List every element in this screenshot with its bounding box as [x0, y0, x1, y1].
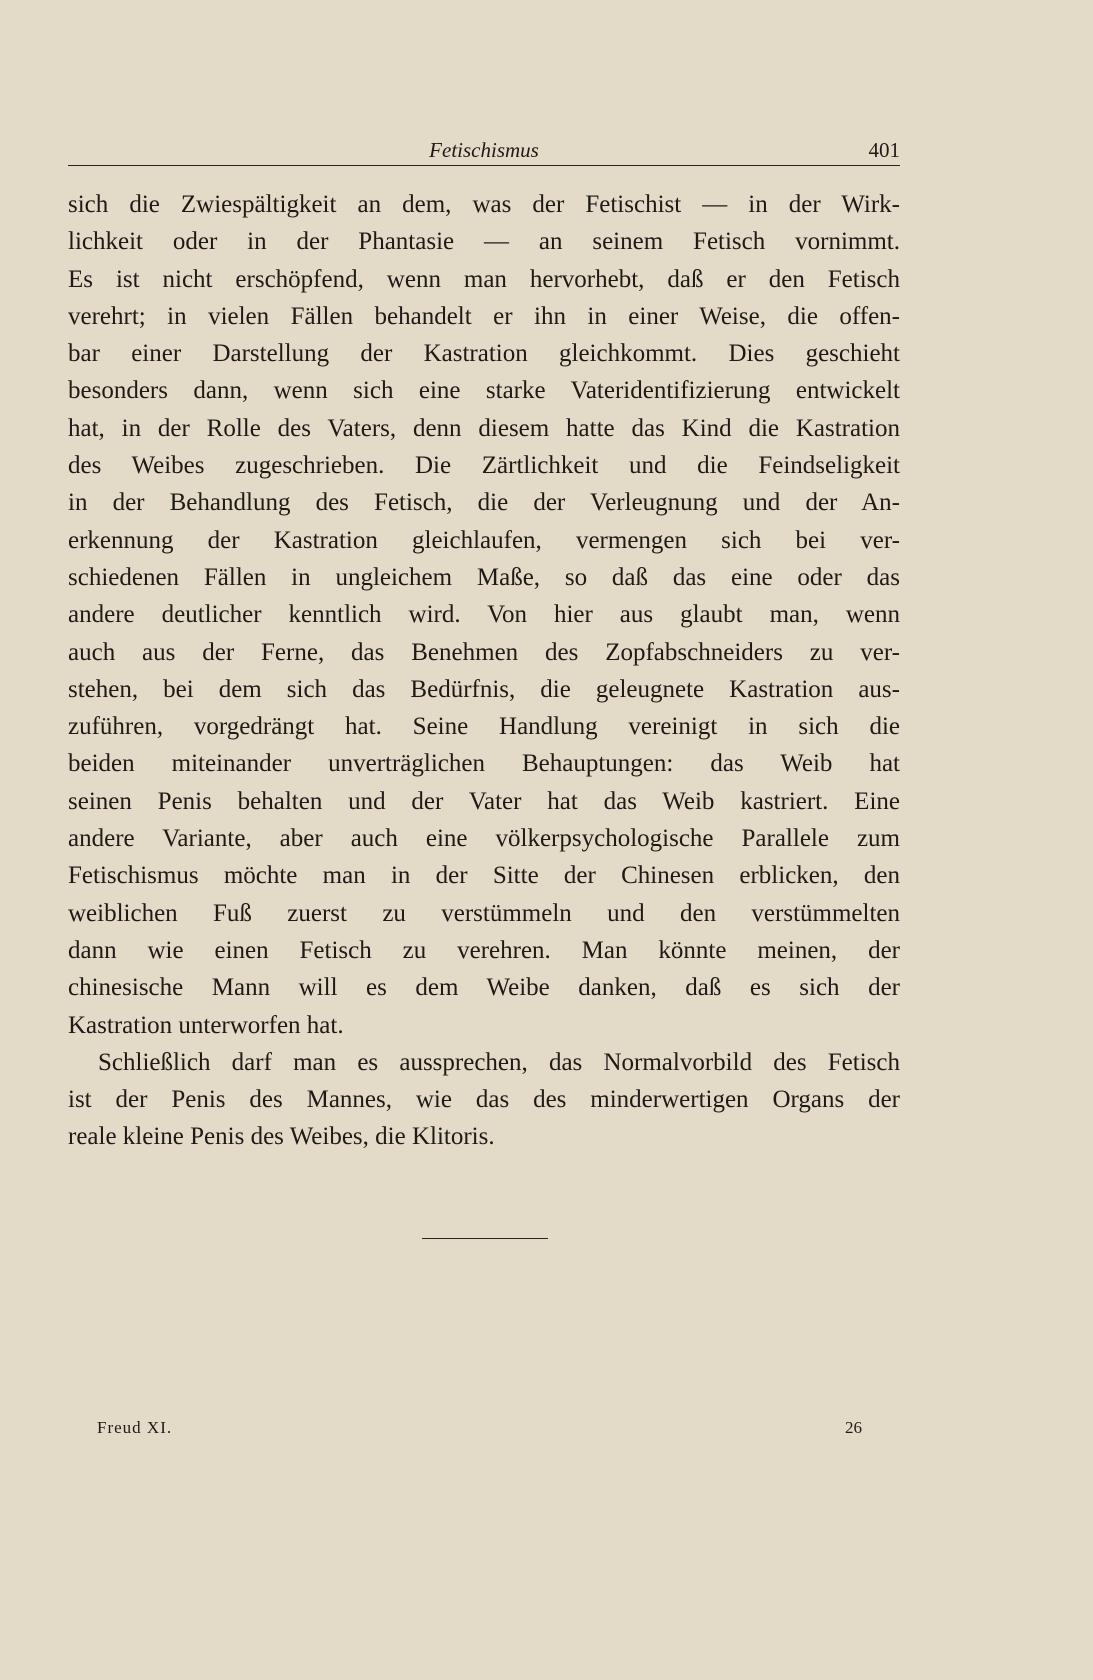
body-text — [68, 186, 900, 1156]
text-line: verehrt; in vielen Fällen behandelt er ihn in einer Weise, die offen- — [68, 302, 900, 330]
text-line: zuführen, vorgedrängt hat. Seine Handlung vereinigt in sich die — [68, 713, 900, 741]
footer-sheet-number: 26 — [845, 1418, 862, 1437]
text-line: lichkeit oder in der Phantasie — an seinem Fetisch vornimmt. — [68, 228, 900, 256]
text-line: in der Behandlung des Fetisch, die der Verleugnung und der An- — [68, 489, 900, 517]
text-line: des Weibes zugeschrieben. Die Zärtlichkeit und die Feindseligkeit — [68, 452, 900, 480]
text-line: andere deutlicher kenntlich wird. Von hier aus glaubt man, wenn — [68, 601, 900, 629]
text-line: hat, in der Rolle des Vaters, denn diesem hatte das Kind die Kastration — [68, 414, 900, 442]
text-line: weiblichen Fuß zuerst zu verstümmeln und den verstümmelten — [68, 899, 900, 927]
text-line: andere Variante, aber auch eine völkerpsychologische Parallele zum — [68, 825, 900, 853]
section-end-rule — [422, 1238, 548, 1239]
text-line: sich die Zwiespältigkeit an dem, was der Fetischist — in der Wirk- — [68, 191, 900, 218]
page-number: 401 — [868, 138, 900, 162]
text-line: seinen Penis behalten und der Vater hat das Weib kastriert. Eine — [68, 787, 900, 815]
text-line: Schließlich darf man es aussprechen, das Normalvorbild des Fetisch — [98, 1048, 900, 1076]
text-line: ist der Penis des Mannes, wie das des minderwertigen Organs der — [68, 1086, 900, 1114]
text-line: Fetischismus möchte man in der Sitte der Chinesen erblicken, den — [68, 862, 900, 890]
text-line: dann wie einen Fetisch zu verehren. Man könnte meinen, der — [68, 936, 900, 964]
text-line: Kastration unterworfen hat. — [68, 1011, 344, 1039]
text-line: schiedenen Fällen in ungleichem Maße, so daß das eine oder das — [68, 563, 900, 591]
header-rule — [68, 165, 900, 166]
text-line: chinesische Mann will es dem Weibe danken, daß es sich der — [68, 974, 900, 1002]
running-header — [68, 136, 900, 168]
text-line: stehen, bei dem sich das Bedürfnis, die geleugnete Kastration aus- — [68, 675, 900, 703]
text-line: besonders dann, wenn sich eine starke Vateridentifizierung entwickelt — [68, 377, 900, 405]
text-line: Es ist nicht erschöpfend, wenn man hervorhebt, daß er den Fetisch — [68, 265, 900, 293]
running-title: Fetischismus — [429, 138, 539, 162]
footer-signature: Freud XI. — [97, 1418, 173, 1437]
text-line: auch aus der Ferne, das Benehmen des Zopfabschneiders zu ver- — [68, 638, 900, 666]
text-line: erkennung der Kastration gleichlaufen, vermengen sich bei ver- — [68, 526, 900, 554]
text-line: beiden miteinander unverträglichen Behauptungen: das Weib hat — [68, 750, 900, 778]
text-line: bar einer Darstellung der Kastration gleichkommt. Dies geschieht — [68, 340, 900, 368]
text-line: reale kleine Penis des Weibes, die Klitoris. — [68, 1123, 495, 1151]
